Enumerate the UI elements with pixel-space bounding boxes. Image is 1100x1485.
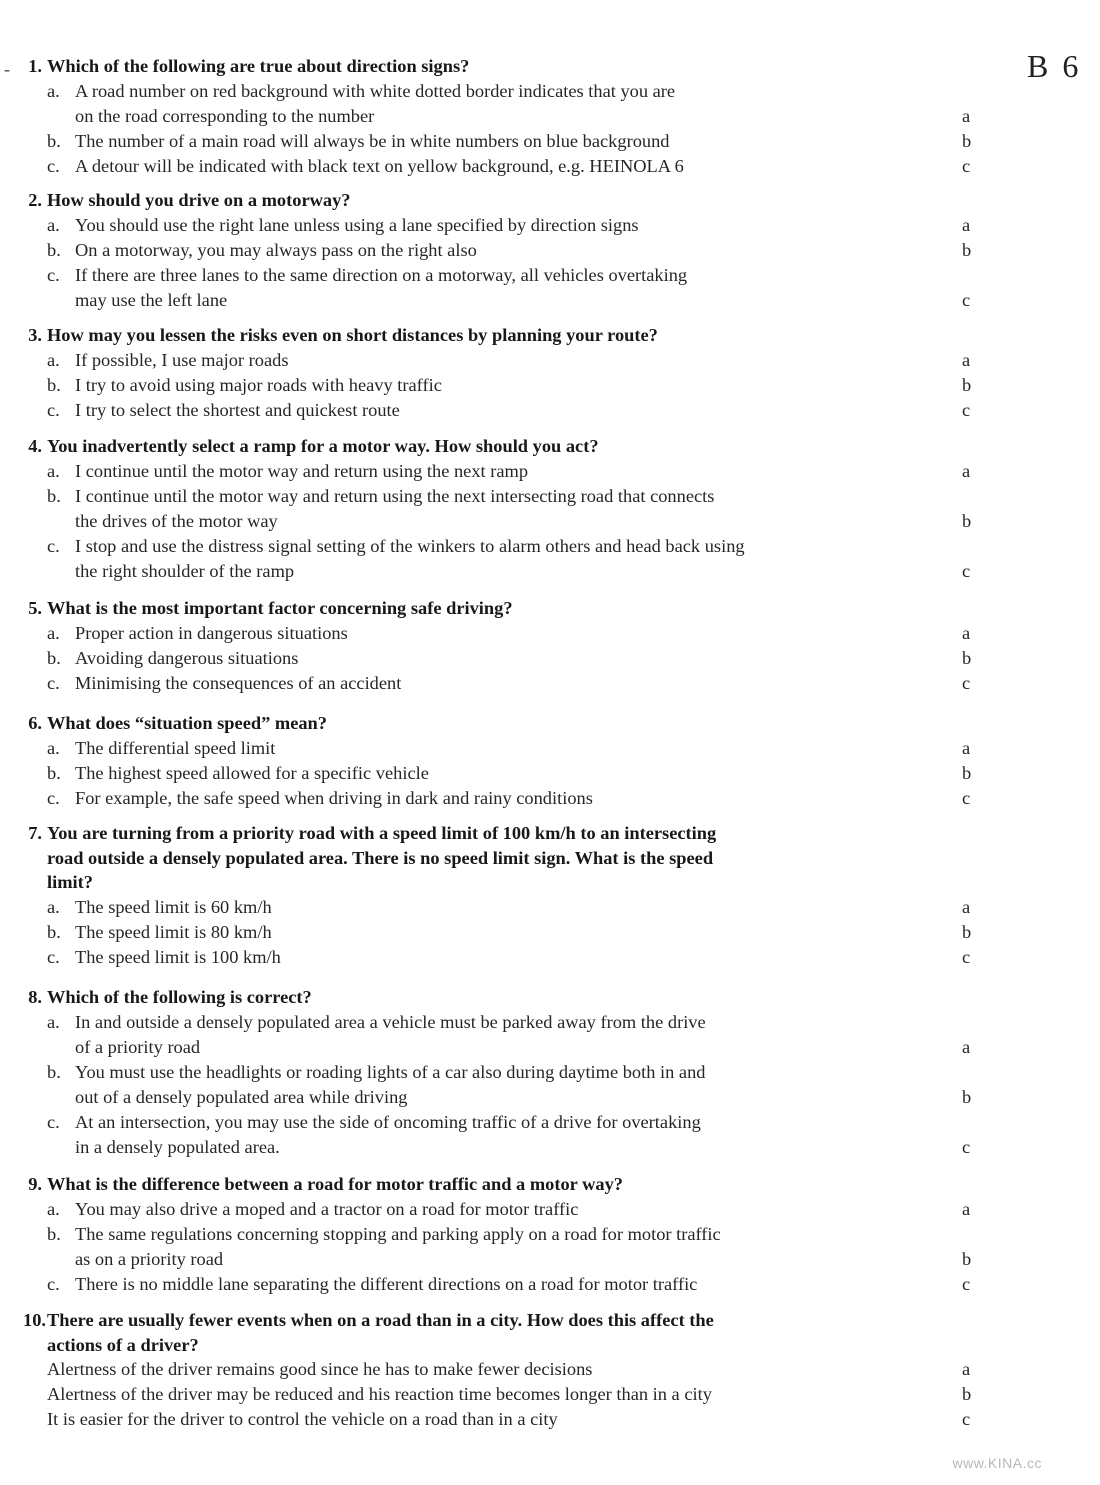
option-letter: c. bbox=[47, 264, 60, 285]
option-b bbox=[0, 484, 1000, 534]
option-b bbox=[0, 238, 1000, 263]
option-c bbox=[0, 945, 1000, 970]
option-a bbox=[0, 621, 1000, 646]
option-letter: b. bbox=[47, 239, 61, 260]
watermark: www.KINA.cc bbox=[952, 1455, 1042, 1471]
option-b bbox=[0, 129, 1000, 154]
question-text: There are usually fewer events when on a road than in a city. How does this affect the bbox=[47, 1310, 714, 1330]
question-number: 10. bbox=[23, 1310, 46, 1330]
option-text: of a priority road bbox=[75, 1036, 201, 1057]
option-text: Proper action in dangerous situations bbox=[75, 622, 348, 643]
answer-box-letter: b bbox=[962, 762, 972, 783]
option-text: On a motorway, you may always pass on the right also bbox=[75, 239, 477, 260]
question-number: 4. bbox=[28, 436, 42, 456]
question-number: 1. bbox=[28, 56, 42, 76]
answer-box-letter: c bbox=[962, 560, 971, 581]
question-text: What is the difference between a road for motor traffic and a motor way? bbox=[47, 1174, 623, 1194]
answer-box-letter: c bbox=[962, 946, 971, 967]
option-text: You must use the headlights or roading lights of a car also during daytime both in and bbox=[75, 1061, 706, 1082]
option-b bbox=[0, 1382, 1000, 1407]
page-code: B 6 bbox=[1027, 48, 1082, 84]
question-number: 5. bbox=[28, 598, 42, 618]
answer-box-letter: b bbox=[962, 1384, 972, 1405]
option-text: The speed limit is 80 km/h bbox=[75, 921, 272, 942]
option-text: The differential speed limit bbox=[75, 737, 276, 758]
question-text-line bbox=[0, 1308, 1000, 1333]
option-letter: b. bbox=[47, 1061, 61, 1082]
option-a bbox=[0, 1357, 1000, 1382]
answer-box-letter: c bbox=[962, 1273, 971, 1294]
answer-box-letter: a bbox=[962, 105, 971, 126]
option-text: Minimising the consequences of an accident bbox=[75, 672, 402, 693]
question-text-line bbox=[0, 188, 1000, 213]
option-text: I stop and use the distress signal setting of the winkers to alarm others and head back using bbox=[75, 535, 745, 556]
option-text: as on a priority road bbox=[75, 1248, 224, 1269]
option-letter: c. bbox=[47, 946, 60, 967]
answer-box-letter: a bbox=[962, 1036, 971, 1057]
option-text: You should use the right lane unless using a lane specified by direction signs bbox=[75, 214, 639, 235]
option-a bbox=[0, 348, 1000, 373]
option-c bbox=[0, 398, 1000, 423]
question-text-line bbox=[0, 1333, 1000, 1358]
option-c bbox=[0, 154, 1000, 179]
question-3 bbox=[0, 323, 1000, 423]
option-text: I try to select the shortest and quickest route bbox=[75, 399, 400, 420]
option-c bbox=[0, 534, 1000, 584]
question-text: Which of the following is correct? bbox=[47, 987, 312, 1007]
option-b bbox=[0, 646, 1000, 671]
option-a bbox=[0, 1010, 1000, 1060]
answer-box-letter: c bbox=[962, 1136, 971, 1157]
option-c bbox=[0, 1272, 1000, 1297]
option-letter: a. bbox=[47, 737, 60, 758]
option-letter: a. bbox=[47, 622, 60, 643]
answer-box-letter: c bbox=[962, 399, 971, 420]
question-text-line bbox=[0, 711, 1000, 736]
option-letter: a. bbox=[47, 460, 60, 481]
answer-box-letter: b bbox=[962, 130, 972, 151]
question-4 bbox=[0, 434, 1000, 584]
option-letter: c. bbox=[47, 155, 60, 176]
option-text: Alertness of the driver may be reduced and his reaction time becomes longer than in a city bbox=[47, 1384, 712, 1405]
option-a bbox=[0, 213, 1000, 238]
option-letter: c. bbox=[47, 1111, 60, 1132]
answer-box-letter: c bbox=[962, 672, 971, 693]
option-text: in a densely populated area. bbox=[75, 1136, 280, 1157]
answer-box-letter: c bbox=[962, 155, 971, 176]
answer-box-letter: b bbox=[962, 921, 972, 942]
option-b bbox=[0, 920, 1000, 945]
option-letter: b. bbox=[47, 374, 61, 395]
question-text: You are turning from a priority road with a speed limit of 100 km/h to an intersecting bbox=[47, 823, 717, 843]
question-7 bbox=[0, 821, 1000, 970]
option-b bbox=[0, 373, 1000, 398]
answer-box-letter: c bbox=[962, 787, 971, 808]
option-text: A detour will be indicated with black text on yellow background, e.g. HEINOLA 6 bbox=[75, 155, 684, 176]
option-text: I continue until the motor way and return using the next ramp bbox=[75, 460, 529, 481]
question-number: 9. bbox=[28, 1174, 42, 1194]
option-text: A road number on red background with white dotted border indicates that you are bbox=[75, 80, 676, 101]
option-text: There is no middle lane separating the different directions on a road for motor traffic bbox=[75, 1273, 698, 1294]
option-letter: a. bbox=[47, 1011, 60, 1032]
question-text-line bbox=[0, 846, 1000, 871]
option-text: For example, the safe speed when driving in dark and rainy conditions bbox=[75, 787, 593, 808]
question-text: How should you drive on a motorway? bbox=[47, 190, 351, 210]
option-text: the drives of the motor way bbox=[75, 510, 278, 531]
answer-box-letter: a bbox=[962, 1359, 971, 1380]
option-a bbox=[0, 736, 1000, 761]
question-text: What does “situation speed” mean? bbox=[47, 713, 327, 733]
option-letter: a. bbox=[47, 214, 60, 235]
option-text: I try to avoid using major roads with heavy traffic bbox=[75, 374, 442, 395]
option-letter: a. bbox=[47, 80, 60, 101]
question-text-line bbox=[0, 821, 1000, 846]
option-text: may use the left lane bbox=[75, 289, 228, 310]
option-text: The number of a main road will always be in white numbers on blue background bbox=[75, 130, 670, 151]
option-c bbox=[0, 671, 1000, 696]
question-number: 7. bbox=[28, 823, 42, 843]
option-text: If possible, I use major roads bbox=[75, 349, 289, 370]
option-text: You may also drive a moped and a tractor on a road for motor traffic bbox=[75, 1198, 579, 1219]
option-a bbox=[0, 1197, 1000, 1222]
option-c bbox=[0, 1110, 1000, 1160]
question-text: road outside a densely populated area. There is no speed limit sign. What is the speed bbox=[47, 847, 714, 868]
option-text: Avoiding dangerous situations bbox=[75, 647, 299, 668]
option-text: The speed limit is 60 km/h bbox=[75, 896, 272, 917]
option-b bbox=[0, 1060, 1000, 1110]
question-text-line bbox=[0, 870, 1000, 895]
option-letter: c. bbox=[47, 787, 60, 808]
question-text: limit? bbox=[47, 872, 93, 893]
answer-box-letter: b bbox=[962, 239, 972, 260]
answer-box-letter: c bbox=[962, 289, 971, 310]
question-text-line bbox=[0, 54, 1000, 79]
option-a bbox=[0, 459, 1000, 484]
option-text: on the road corresponding to the number bbox=[75, 105, 375, 126]
option-text: out of a densely populated area while driving bbox=[75, 1086, 408, 1107]
question-text: What is the most important factor concerning safe driving? bbox=[47, 598, 513, 618]
question-text: You inadvertently select a ramp for a motor way. How should you act? bbox=[47, 436, 599, 456]
question-2 bbox=[0, 188, 1000, 313]
option-b bbox=[0, 1222, 1000, 1272]
answer-box-letter: a bbox=[962, 737, 971, 758]
question-number: 6. bbox=[28, 713, 42, 733]
option-text: Alertness of the driver remains good since he has to make fewer decisions bbox=[47, 1359, 593, 1380]
question-text-line bbox=[0, 434, 1000, 459]
option-letter: c. bbox=[47, 672, 60, 693]
option-text: the right shoulder of the ramp bbox=[75, 560, 295, 581]
option-a bbox=[0, 79, 1000, 129]
option-letter: b. bbox=[47, 485, 61, 506]
option-text: It is easier for the driver to control the vehicle on a road than in a city bbox=[47, 1409, 558, 1430]
answer-box-letter: c bbox=[962, 1409, 971, 1430]
question-number: 2. bbox=[28, 190, 42, 210]
option-letter: b. bbox=[47, 921, 61, 942]
option-text: At an intersection, you may use the side of oncoming traffic of a drive for overtaking bbox=[75, 1111, 701, 1132]
option-letter: b. bbox=[47, 647, 61, 668]
option-text: The speed limit is 100 km/h bbox=[75, 946, 281, 967]
question-number: 8. bbox=[28, 987, 42, 1007]
question-text: How may you lessen the risks even on short distances by planning your route? bbox=[47, 325, 658, 345]
option-letter: c. bbox=[47, 535, 60, 556]
option-text: The same regulations concerning stopping and parking apply on a road for motor traffic bbox=[75, 1223, 721, 1244]
question-text-line bbox=[0, 985, 1000, 1010]
question-5 bbox=[0, 596, 1000, 696]
question-text: Which of the following are true about direction signs? bbox=[47, 56, 470, 76]
question-number: 3. bbox=[28, 325, 42, 345]
answer-box-letter: b bbox=[962, 647, 972, 668]
question-text: actions of a driver? bbox=[47, 1334, 199, 1355]
question-text-line bbox=[0, 1172, 1000, 1197]
option-a bbox=[0, 895, 1000, 920]
option-letter: a. bbox=[47, 896, 60, 917]
question-text-line bbox=[0, 596, 1000, 621]
answer-box-letter: b bbox=[962, 1086, 972, 1107]
option-letter: b. bbox=[47, 762, 61, 783]
option-c bbox=[0, 1407, 1000, 1432]
question-6 bbox=[0, 711, 1000, 811]
answer-box-letter: a bbox=[962, 460, 971, 481]
option-letter: b. bbox=[47, 1223, 61, 1244]
option-letter: a. bbox=[47, 349, 60, 370]
option-text: If there are three lanes to the same direction on a motorway, all vehicles overtaking bbox=[75, 264, 688, 285]
option-c bbox=[0, 263, 1000, 313]
answer-box-letter: b bbox=[962, 1248, 972, 1269]
question-9 bbox=[0, 1172, 1000, 1297]
question-text-line bbox=[0, 323, 1000, 348]
option-text: The highest speed allowed for a specific vehicle bbox=[75, 762, 429, 783]
option-letter: a. bbox=[47, 1198, 60, 1219]
question-8 bbox=[0, 985, 1000, 1160]
question-10 bbox=[0, 1308, 1000, 1432]
answer-box-letter: a bbox=[962, 214, 971, 235]
answer-box-letter: a bbox=[962, 896, 971, 917]
answer-box-letter: a bbox=[962, 349, 971, 370]
option-b bbox=[0, 761, 1000, 786]
answer-box-letter: a bbox=[962, 1198, 971, 1219]
answer-box-letter: a bbox=[962, 622, 971, 643]
answer-box-letter: b bbox=[962, 510, 972, 531]
question-1 bbox=[0, 54, 1000, 179]
answer-box-letter: b bbox=[962, 374, 972, 395]
option-c bbox=[0, 786, 1000, 811]
option-letter: b. bbox=[47, 130, 61, 151]
option-letter: c. bbox=[47, 1273, 60, 1294]
option-letter: c. bbox=[47, 399, 60, 420]
option-text: I continue until the motor way and return using the next intersecting road that connects bbox=[75, 485, 715, 506]
stray-mark: - bbox=[4, 59, 10, 79]
option-text: In and outside a densely populated area a vehicle must be parked away from the drive bbox=[75, 1011, 706, 1032]
